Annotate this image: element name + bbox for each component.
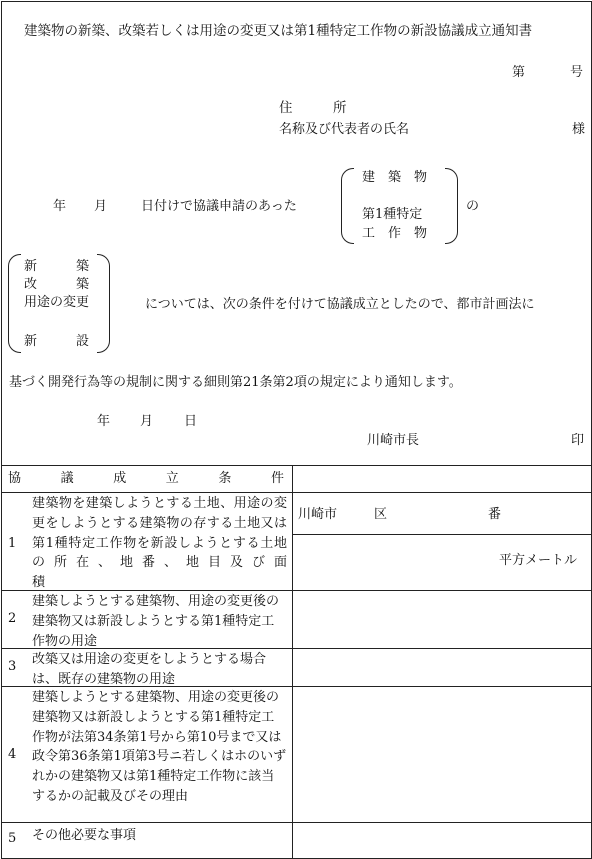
row4-text: 建築しようとする建築物、用途の変更後の建築物又は新設しようとする第1種特定工作物が法第34条第1号から第10号まで又は政令第36条第1項第3号ニ若しくはホのいずれかの建築物又は第1種特定工作物に該当するかの記載及びその理由 [32, 690, 287, 804]
action-rebuild: 改 築 [24, 277, 90, 292]
issue-day: 日 [184, 414, 198, 429]
row5-number: 5 [8, 831, 17, 846]
conditions-header [8, 472, 284, 485]
date-month: 月 [94, 199, 108, 214]
body-text-1: については、次の条件を付けて協議成立としたので、都市計画法に [145, 297, 535, 312]
particle-no: の [466, 199, 480, 214]
row1-text: 建築物を建築しようとする土地、用途の変更をしようとする建築物の存する土地又は第1種特定工作物を新設しようとする土地の所在、地番、地目及び面 積 [32, 496, 418, 591]
object-type-building: 建 築 物 [362, 170, 428, 185]
object-type-first-class: 第1種特定 [362, 207, 423, 222]
number-prefix: 第 [512, 65, 526, 80]
actions-bracket-right [97, 254, 110, 353]
conditions-header-text: 協 議 成 立 条 件 [8, 471, 284, 486]
actions-bracket-left [8, 254, 21, 353]
table-header-divider [1, 492, 591, 493]
row3-text: 改築又は用途の変更をしようとする場合は、既存の建築物の用途 [32, 652, 267, 687]
action-new-install: 新 設 [24, 334, 90, 349]
issue-year: 年 [97, 414, 111, 429]
row1-inner-divider [292, 534, 591, 535]
row3-number: 3 [8, 659, 17, 674]
row4-number: 4 [8, 747, 17, 762]
document-title: 建築物の新築、改築若しくは用途の変更又は第1種特定工作物の新設協議成立通知書 [24, 23, 533, 39]
action-use-change: 用途の変更 [24, 295, 90, 310]
row1-number: 1 [8, 536, 17, 551]
row4-divider [1, 822, 591, 823]
name-label: 名称及び代表者の氏名 [279, 122, 410, 137]
action-new-build: 新 築 [24, 259, 90, 274]
object-type-bracket-right [445, 168, 458, 244]
object-type-structure: 工 作 物 [362, 226, 428, 241]
row1-location-ward: 区 [374, 507, 388, 522]
honorific: 様 [572, 122, 586, 137]
row2-number: 2 [8, 611, 17, 626]
object-type-bracket-left [341, 168, 354, 244]
row1-location-lot: 番 [488, 507, 502, 522]
address-label: 住 所 [279, 100, 347, 116]
date-year: 年 [53, 199, 67, 214]
body-text-2: 基づく開発行為等の規制に関する細則第21条第2項の規定により通知します。 [9, 375, 462, 390]
date-application-text: 日付けで協議申請のあった [141, 199, 297, 214]
row1-area-unit: 平方メートル [499, 553, 578, 568]
row5-text: その他必要な事項 [32, 828, 137, 843]
issue-month: 月 [140, 414, 154, 429]
issuer-seal: 印 [571, 433, 585, 448]
table-top-border [1, 465, 591, 466]
row1-location-city: 川崎市 [298, 507, 338, 522]
table-column-divider [292, 465, 293, 858]
row2-text: 建築しようとする建築物、用途の変更後の建築物又は新設しようとする第1種特定工作物の用途 [32, 594, 280, 649]
number-suffix: 号 [570, 65, 584, 80]
issuer-name: 川崎市長 [367, 433, 420, 448]
